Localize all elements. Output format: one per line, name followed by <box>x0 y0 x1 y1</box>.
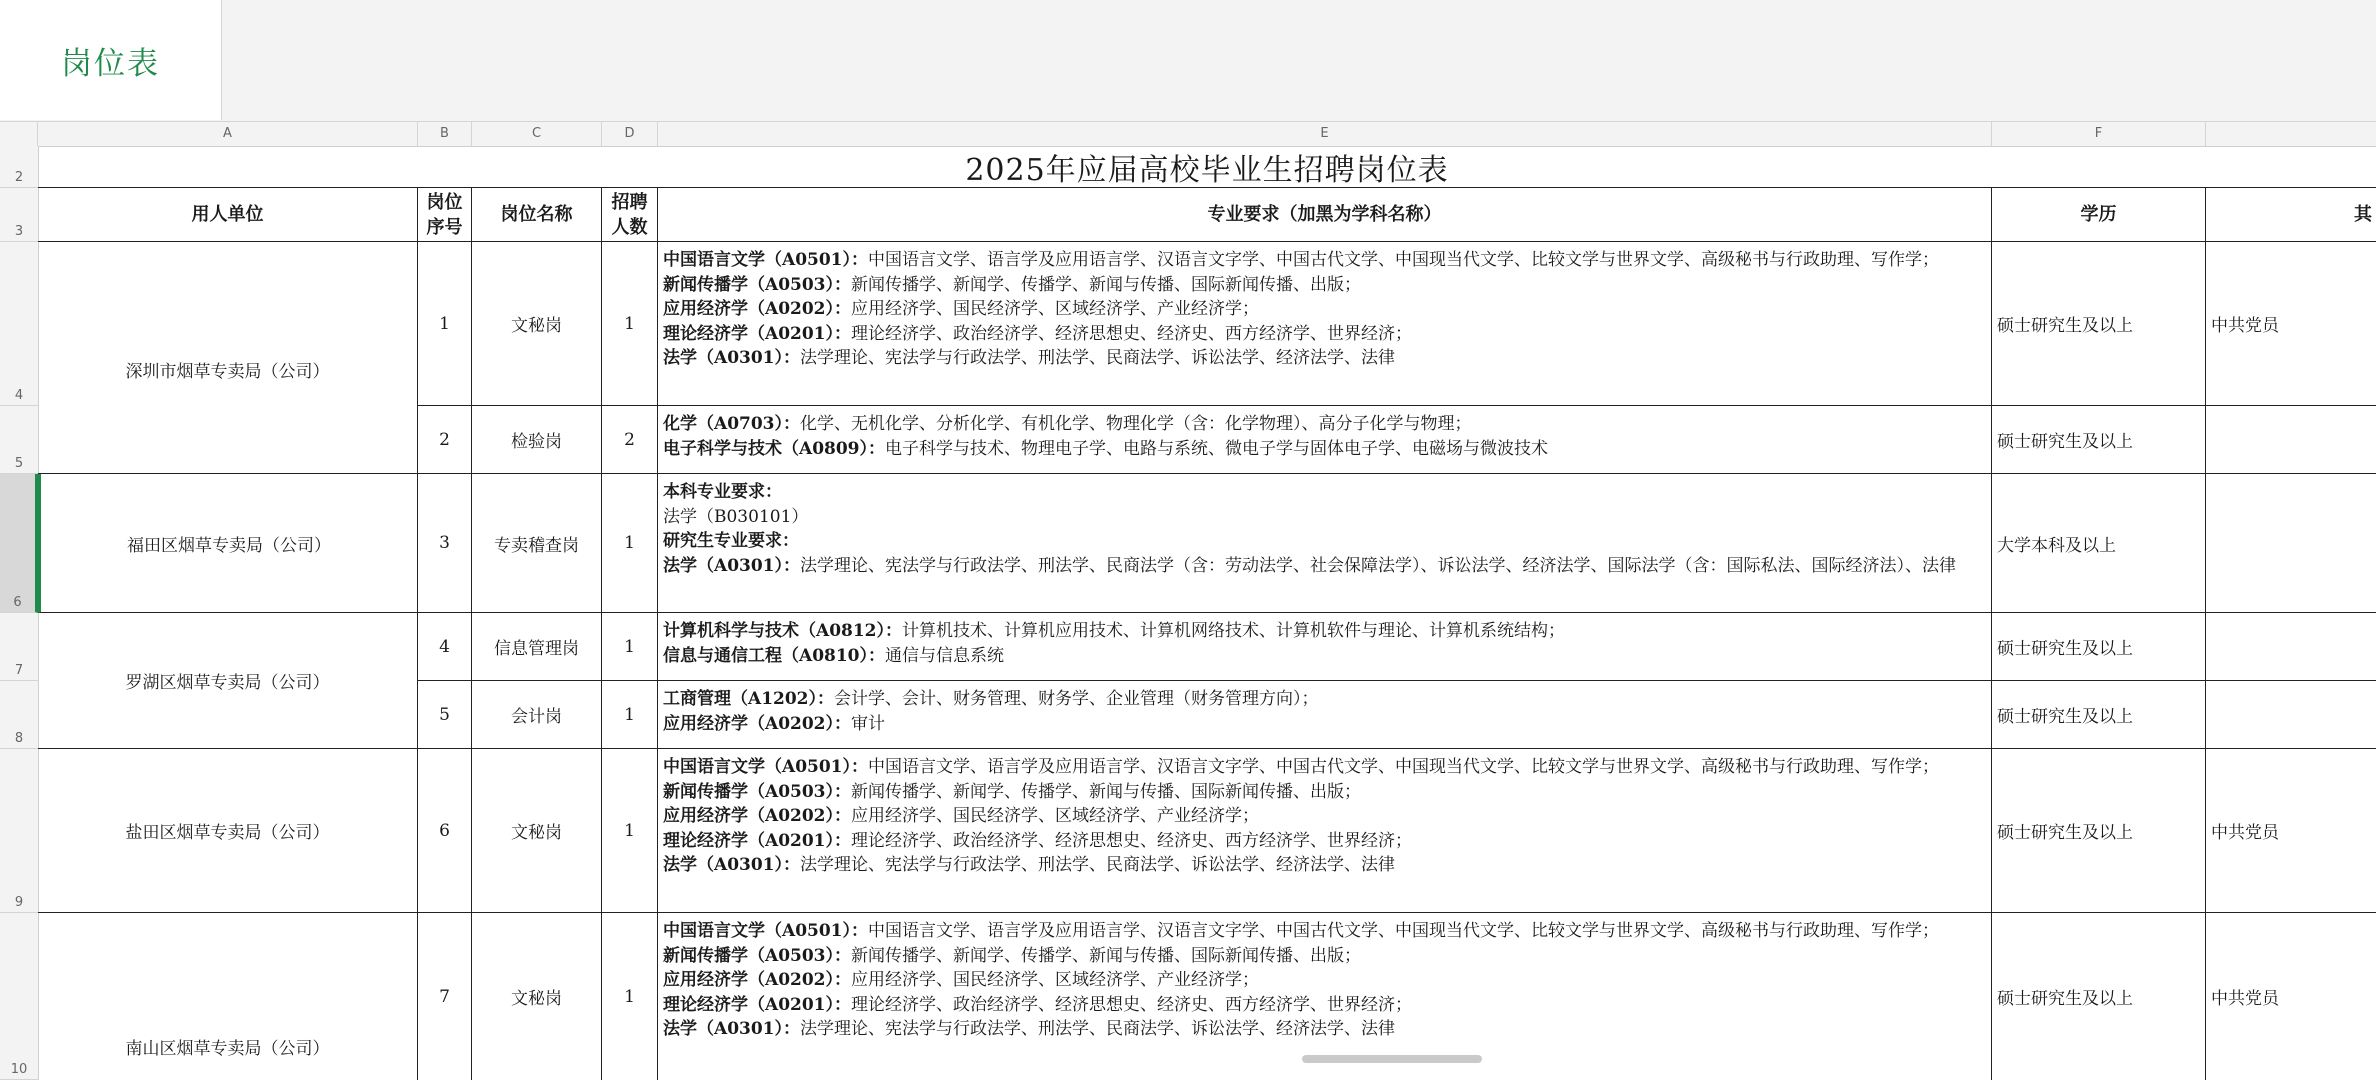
row-header[interactable]: 2 <box>0 146 38 188</box>
education-cell[interactable]: 硕士研究生及以上 <box>1992 406 2206 474</box>
header-post[interactable]: 岗位名称 <box>472 188 602 242</box>
education-cell[interactable]: 硕士研究生及以上 <box>1992 681 2206 749</box>
other-cell[interactable] <box>2206 681 2376 749</box>
header-unit[interactable]: 用人单位 <box>38 188 418 242</box>
post-cell[interactable]: 信息管理岗 <box>472 613 602 681</box>
education-cell[interactable]: 硕士研究生及以上 <box>1992 913 2206 1080</box>
row-header[interactable]: 3 <box>0 188 38 242</box>
major-requirement-cell[interactable]: 计算机科学与技术（A0812）：计算机技术、计算机应用技术、计算机网络技术、计算机软件与理论、计算机系统结构； 信息与通信工程（A0810）：通信与信息系统 <box>658 613 1992 681</box>
unit-cell-luohu[interactable]: 罗湖区烟草专卖局（公司） <box>38 613 418 749</box>
header-education[interactable]: 学历 <box>1992 188 2206 242</box>
unit-cell-nanshan[interactable]: 南山区烟草专卖局（公司） <box>38 913 418 1080</box>
post-cell[interactable]: 会计岗 <box>472 681 602 749</box>
other-cell[interactable]: 中共党员 <box>2206 242 2376 406</box>
column-header-b[interactable]: B <box>418 122 472 146</box>
column-header-e[interactable]: E <box>658 122 1992 146</box>
row-header[interactable]: 10 <box>0 913 38 1080</box>
count-cell[interactable]: 1 <box>602 749 658 913</box>
major-requirement-cell[interactable]: 化学（A0703）：化学、无机化学、分析化学、有机化学、物理化学（含：化学物理）、高分子化学与物理； 电子科学与技术（A0809）：电子科学与技术、物理电子学、电路与系统、微电子学与固体电子学、电磁场与微波技术 <box>658 406 1992 474</box>
post-cell[interactable]: 文秘岗 <box>472 242 602 406</box>
unit-cell-shenzhen[interactable]: 深圳市烟草专卖局（公司） <box>38 242 418 474</box>
unit-cell-yantian[interactable]: 盐田区烟草专卖局（公司） <box>38 749 418 913</box>
horizontal-scrollbar-thumb[interactable] <box>1302 1055 1482 1063</box>
education-cell[interactable]: 大学本科及以上 <box>1992 474 2206 613</box>
post-cell[interactable]: 文秘岗 <box>472 749 602 913</box>
count-cell[interactable]: 1 <box>602 913 658 1080</box>
row-header-bar <box>0 146 39 1080</box>
sheet-tab[interactable]: 岗位表 <box>0 0 222 120</box>
other-cell[interactable] <box>2206 406 2376 474</box>
seq-cell[interactable]: 2 <box>418 406 472 474</box>
column-header-g[interactable] <box>2206 122 2376 146</box>
spreadsheet-grid <box>38 146 2376 1080</box>
major-requirement-cell[interactable]: 中国语言文学（A0501）：中国语言文学、语言学及应用语言学、汉语言文字学、中国古代文学、中国现当代文学、比较文学与世界文学、高级秘书与行政助理、写作学； 新闻传播学（A0503）：新闻传播学、新闻学、传播学、新闻与传播、国际新闻传播、出版； 应用经济学（A0202）：应用经济学、国民经济学、区域经济学、产业经济学； 理论经济学（A0201）：理论经济学、政治经济学、经济思想史、经济史、西方经济学、世界经济； 法学（A0301）：法学理论、宪法学与行政法学、刑法学、民商法学、诉讼法学、经济法学、法律 <box>658 242 1992 406</box>
seq-cell[interactable]: 3 <box>418 474 472 613</box>
row-header[interactable]: 7 <box>0 613 38 681</box>
count-cell[interactable]: 1 <box>602 242 658 406</box>
seq-cell[interactable]: 4 <box>418 613 472 681</box>
column-header-c[interactable]: C <box>472 122 602 146</box>
major-requirement-cell[interactable]: 工商管理（A1202）：会计学、会计、财务管理、财务学、企业管理（财务管理方向）； 应用经济学（A0202）：审计 <box>658 681 1992 749</box>
row-header[interactable]: 4 <box>0 242 38 406</box>
seq-cell[interactable]: 7 <box>418 913 472 1080</box>
seq-cell[interactable]: 1 <box>418 242 472 406</box>
select-all-corner[interactable] <box>0 122 38 146</box>
column-header-d[interactable]: D <box>602 122 658 146</box>
row-header[interactable]: 5 <box>0 406 38 474</box>
row-header-selected[interactable]: 6 <box>0 474 38 613</box>
education-cell[interactable]: 硕士研究生及以上 <box>1992 613 2206 681</box>
other-cell[interactable]: 中共党员 <box>2211 989 2279 1009</box>
seq-cell[interactable]: 6 <box>418 749 472 913</box>
sheet-tab-bar <box>0 0 2376 122</box>
other-cell[interactable]: 中共党员 <box>2206 749 2376 913</box>
column-header-bar <box>0 122 2376 147</box>
major-requirement-cell[interactable]: 中国语言文学（A0501）：中国语言文学、语言学及应用语言学、汉语言文字学、中国古代文学、中国现当代文学、比较文学与世界文学、高级秘书与行政助理、写作学； 新闻传播学（A0503）：新闻传播学、新闻学、传播学、新闻与传播、国际新闻传播、出版； 应用经济学（A0202）：应用经济学、国民经济学、区域经济学、产业经济学； 理论经济学（A0201）：理论经济学、政治经济学、经济思想史、经济史、西方经济学、世界经济； 法学（A0301）：法学理论、宪法学与行政法学、刑法学、民商法学、诉讼法学、经济法学、法律 <box>658 749 1992 913</box>
post-cell[interactable]: 检验岗 <box>472 406 602 474</box>
count-cell[interactable]: 1 <box>602 613 658 681</box>
post-cell[interactable]: 专卖稽查岗 <box>472 474 602 613</box>
header-other[interactable]: 其 <box>2206 188 2376 242</box>
row-header[interactable]: 9 <box>0 749 38 913</box>
unit-cell-futian[interactable]: 福田区烟草专卖局（公司） <box>38 474 418 613</box>
seq-cell[interactable]: 5 <box>418 681 472 749</box>
other-cell[interactable] <box>2206 613 2376 681</box>
count-cell[interactable]: 2 <box>602 406 658 474</box>
header-count[interactable]: 招聘人数 <box>602 188 658 242</box>
education-cell[interactable]: 硕士研究生及以上 <box>1992 749 2206 913</box>
major-requirement-cell[interactable]: 本科专业要求： 法学（B030101） 研究生专业要求： 法学（A0301）：法学理论、宪法学与行政法学、刑法学、民商法学（含：劳动法学、社会保障法学）、诉讼法学、经济法学、国际法学（含：国际私法、国际经济法）、法律 <box>658 474 1992 613</box>
major-requirement-cell[interactable]: 中国语言文学（A0501）：中国语言文学、语言学及应用语言学、汉语言文字学、中国古代文学、中国现当代文学、比较文学与世界文学、高级秘书与行政助理、写作学； 新闻传播学（A0503）：新闻传播学、新闻学、传播学、新闻与传播、国际新闻传播、出版； 应用经济学（A0202）：应用经济学、国民经济学、区域经济学、产业经济学； 理论经济学（A0201）：理论经济学、政治经济学、经济思想史、经济史、西方经济学、世界经济； 法学（A0301）：法学理论、宪法学与行政法学、刑法学、民商法学、诉讼法学、经济法学、法律 <box>658 913 1992 1080</box>
column-header-f[interactable]: F <box>1992 122 2206 146</box>
count-cell[interactable]: 1 <box>602 474 658 613</box>
column-header-a[interactable]: A <box>38 122 418 146</box>
post-cell[interactable]: 文秘岗 <box>472 913 602 1080</box>
education-cell[interactable]: 硕士研究生及以上 <box>1992 242 2206 406</box>
header-major[interactable]: 专业要求（加黑为学科名称） <box>658 188 1992 242</box>
count-cell[interactable]: 1 <box>602 681 658 749</box>
header-seq[interactable]: 岗位序号 <box>418 188 472 242</box>
other-cell[interactable] <box>2206 474 2376 613</box>
table-title[interactable]: 2025年应届高校毕业生招聘岗位表 <box>38 146 2376 188</box>
row-header[interactable]: 8 <box>0 681 38 749</box>
